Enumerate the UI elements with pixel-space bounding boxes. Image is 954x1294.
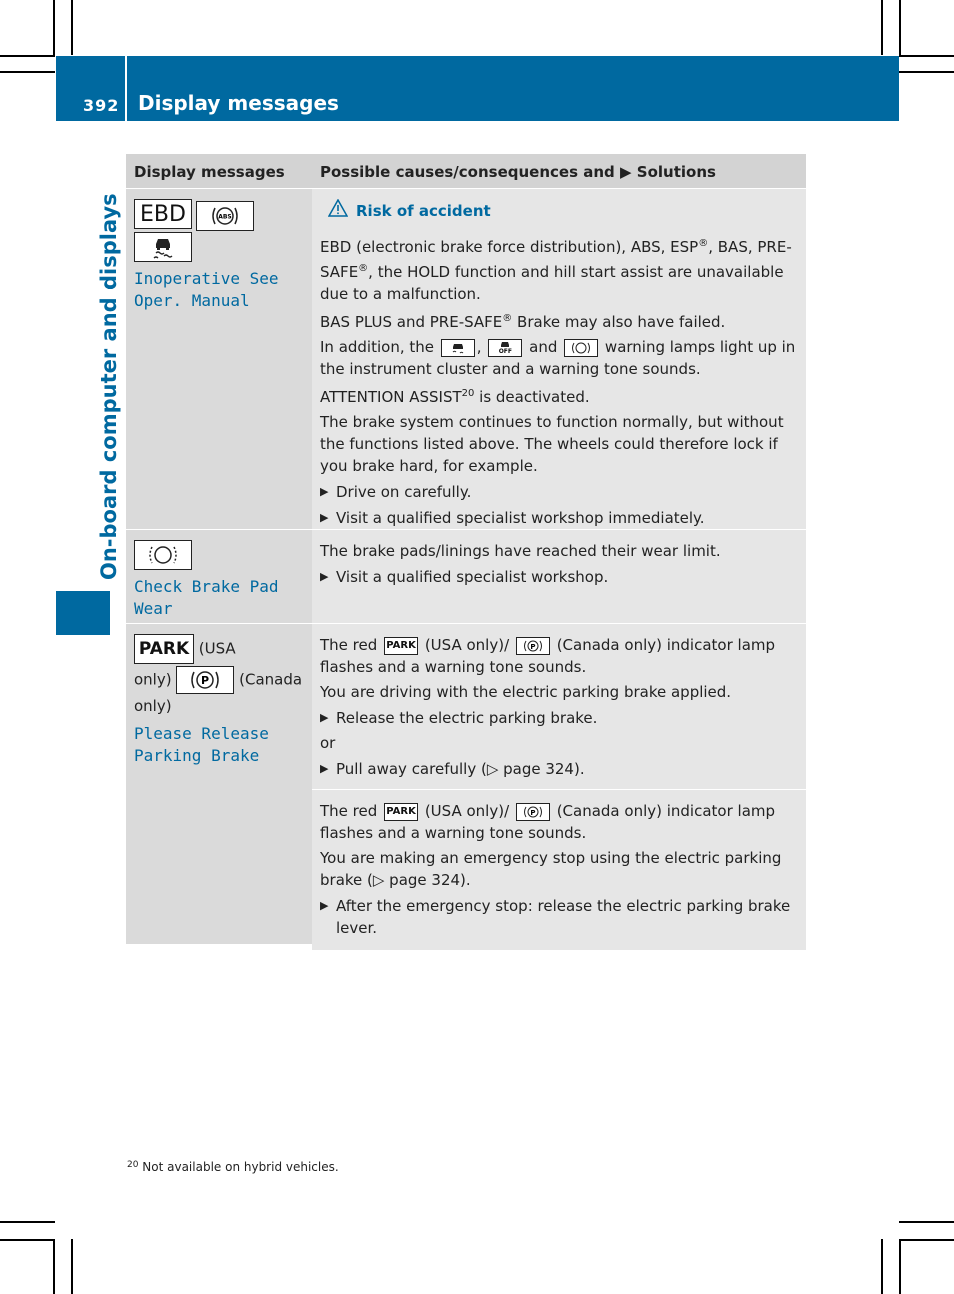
crop-mark xyxy=(71,1239,73,1294)
esp-skid-icon xyxy=(134,232,192,262)
display-text: Check Brake Pad xyxy=(134,577,279,596)
warning-triangle-icon xyxy=(328,199,348,223)
step-arrow-icon: ▶ xyxy=(320,711,329,724)
footnote-text: Not available on hybrid vehicles. xyxy=(142,1160,339,1174)
crop-mark xyxy=(71,0,73,55)
warning-title: Risk of accident xyxy=(356,202,491,220)
abs-warning-icon xyxy=(564,339,598,357)
footnote-number: 20 xyxy=(127,1160,139,1170)
instruction-step: ▶ Visit a qualified specialist workshop. xyxy=(320,568,609,586)
causes-cell xyxy=(312,530,806,623)
region-note: (USA xyxy=(198,639,236,658)
svg-text:P: P xyxy=(530,642,536,651)
paragraph: The red PARK (USA only)/ P (Canada only) indicator lamp flashes and a warning tone sounds. xyxy=(320,636,776,676)
causes-cell xyxy=(312,189,806,529)
abs-warning-icon xyxy=(196,201,254,231)
arrow-right-icon: ▶ xyxy=(620,163,632,181)
step-arrow-icon: ▶ xyxy=(320,570,329,583)
park-indicator-small: PARK xyxy=(384,803,418,821)
paragraph: BAS PLUS and PRE-SAFE® Brake may also have failed. xyxy=(320,313,726,331)
crop-mark xyxy=(899,55,954,57)
col-header-causes-text: Possible causes/consequences and xyxy=(320,163,615,181)
causes-column xyxy=(312,624,806,944)
instruction-step: ▶ Visit a qualified specialist workshop immediately. xyxy=(320,509,705,527)
parking-brake-icon xyxy=(516,803,550,821)
col-header-display-messages: Display messages xyxy=(134,163,285,181)
paragraph: In addition, the , OFF and warning lamps light up in the instrument cluster and a warning tone sounds. xyxy=(320,338,796,378)
step-arrow-icon: ▶ xyxy=(320,485,329,498)
chapter-title-vertical: On-board computer and displays xyxy=(97,193,121,580)
section-title: Display messages xyxy=(138,91,339,115)
col-header-causes xyxy=(312,154,806,188)
table-row xyxy=(126,623,806,944)
crop-mark xyxy=(899,1239,901,1294)
ebd-warning-symbol: EBD xyxy=(134,199,192,229)
step-arrow-icon: ▶ xyxy=(320,899,329,912)
page-header xyxy=(56,56,899,121)
table-row xyxy=(126,529,806,623)
crop-mark xyxy=(0,1239,55,1241)
page-number: 392 xyxy=(83,96,120,115)
instruction-step: ▶ Release the electric parking brake. xyxy=(320,709,598,727)
brake-pad-wear-icon xyxy=(134,540,192,570)
paragraph: You are driving with the electric parking brake applied. xyxy=(320,683,732,701)
region-note: only) xyxy=(134,697,172,715)
table-header xyxy=(126,154,806,188)
paragraph: You are making an emergency stop using the electric parking brake (▷ page 324). xyxy=(320,849,782,889)
instruction-step: ▶ Drive on carefully. xyxy=(320,483,472,501)
paragraph: EBD (electronic brake force distribution), ABS, ESP®, BAS, PRE-SAFE®, the HOLD function and hill start assist are unavailable due to a malfunction. xyxy=(320,238,792,303)
or-text: or xyxy=(320,734,336,752)
crop-mark xyxy=(0,1221,55,1223)
park-indicator-small: PARK xyxy=(384,637,418,655)
display-text: Inoperative See xyxy=(134,269,279,288)
display-messages-table xyxy=(126,154,806,944)
display-message-cell xyxy=(126,530,312,623)
svg-text:P: P xyxy=(201,674,210,687)
svg-text:P: P xyxy=(530,808,536,817)
causes-cell xyxy=(312,789,806,950)
park-indicator-symbol: PARK xyxy=(134,634,194,664)
header-divider xyxy=(125,56,127,121)
display-message-cell xyxy=(126,624,312,944)
instruction-step: ▶ After the emergency stop: release the electric parking brake lever. xyxy=(320,897,791,937)
crop-mark xyxy=(53,0,55,55)
crop-mark xyxy=(0,71,55,73)
paragraph: The red PARK (USA only)/ P (Canada only) indicator lamp flashes and a warning tone sounds. xyxy=(320,802,776,842)
crop-mark xyxy=(881,1239,883,1294)
paragraph: The brake pads/linings have reached their wear limit. xyxy=(320,542,721,560)
step-arrow-icon: ▶ xyxy=(320,511,329,524)
col-header-solutions-text: Solutions xyxy=(636,163,716,181)
region-note: only) xyxy=(134,670,172,689)
crop-mark xyxy=(53,1239,55,1294)
parking-brake-icon xyxy=(516,637,550,655)
display-text: Wear xyxy=(134,599,173,618)
display-text: Oper. Manual xyxy=(134,291,250,310)
crop-mark xyxy=(899,1221,954,1223)
region-note: (Canada xyxy=(239,670,303,689)
paragraph: ATTENTION ASSIST$^{20}$ is deactivated. xyxy=(320,388,590,406)
crop-mark xyxy=(899,1239,954,1241)
display-text: Please Release xyxy=(134,724,269,743)
step-arrow-icon: ▶ xyxy=(320,762,329,775)
paragraph: The brake system continues to function normally, but without the functions listed above. The wheels could therefore lock if you brake hard, for example. xyxy=(320,413,784,475)
display-message-cell xyxy=(126,189,312,529)
crop-mark xyxy=(899,71,954,73)
warning-notice xyxy=(328,199,798,223)
crop-mark xyxy=(0,55,55,57)
svg-text:ABS: ABS xyxy=(218,213,232,220)
causes-cell xyxy=(312,624,806,789)
esp-off-icon: OFF xyxy=(488,339,522,357)
parking-brake-icon xyxy=(176,666,234,694)
footnote xyxy=(127,1160,339,1174)
table-row xyxy=(126,188,806,529)
instruction-step: ▶ Pull away carefully (▷ page 324). xyxy=(320,760,585,778)
chapter-tab-marker xyxy=(56,591,110,635)
crop-mark xyxy=(881,0,883,55)
esp-skid-icon xyxy=(441,339,475,357)
display-text: Parking Brake xyxy=(134,746,260,765)
crop-mark xyxy=(899,0,901,55)
